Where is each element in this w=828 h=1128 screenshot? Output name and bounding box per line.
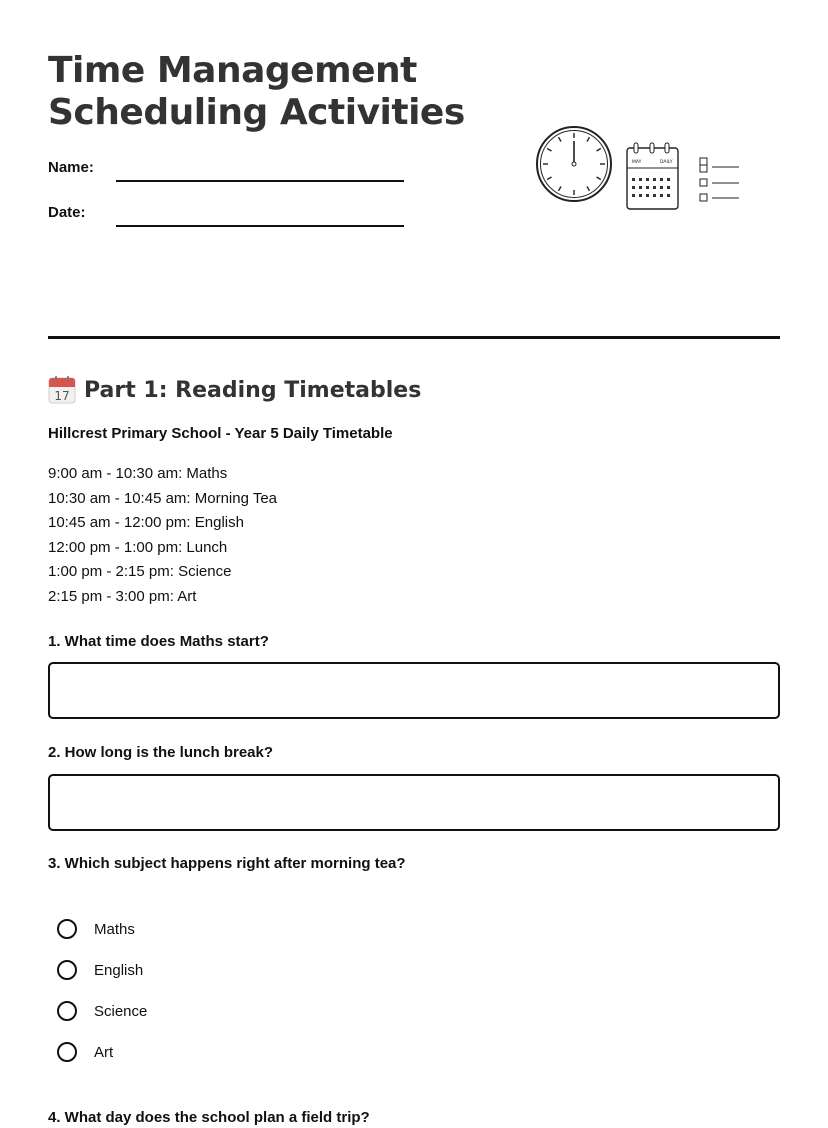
checklist-icon <box>700 158 739 201</box>
question-4: 4. What day does the school plan a field trip? <box>48 1109 370 1126</box>
calendar-day-number: 17 <box>54 389 70 403</box>
question-2: 2. How long is the lunch break? <box>48 744 274 761</box>
option-maths[interactable] <box>57 916 135 942</box>
timetable-entry: 9:00 am - 10:30 am: Maths <box>48 465 228 482</box>
radio-button[interactable] <box>57 960 77 980</box>
title-line-2: Scheduling Activities <box>48 92 465 133</box>
name-underline[interactable] <box>116 180 404 182</box>
radio-button[interactable] <box>57 1001 77 1021</box>
option-label: English <box>94 961 144 979</box>
answer-box-1[interactable] <box>48 662 780 719</box>
timetable-entry: 10:30 am - 10:45 am: Morning Tea <box>48 489 278 507</box>
radio-button[interactable] <box>57 1042 77 1062</box>
date-field[interactable] <box>48 203 408 233</box>
option-label: Art <box>94 1043 114 1061</box>
question-3: 3. Which subject happens right after morning tea? <box>48 855 406 872</box>
option-label: Science <box>94 1002 148 1020</box>
clock-icon <box>537 127 611 201</box>
name-field[interactable] <box>48 158 408 188</box>
option-science[interactable] <box>57 998 147 1024</box>
timetable-entry: 1:00 pm - 2:15 pm: Science <box>48 563 232 581</box>
radio-button[interactable] <box>57 919 77 939</box>
option-english[interactable] <box>57 957 143 983</box>
calendar-header-right: DAILY <box>660 160 673 165</box>
option-art[interactable] <box>57 1039 113 1065</box>
timetable-title: Hillcrest Primary School - Year 5 Daily Timetable <box>48 425 393 442</box>
name-label: Name: <box>48 159 94 176</box>
timetable-entry: 2:15 pm - 3:00 pm: Art <box>48 587 197 605</box>
question-1: 1. What time does Maths start? <box>48 633 269 650</box>
date-label: Date: <box>48 204 86 221</box>
part1-heading <box>48 374 421 406</box>
timetable-entry: 12:00 pm - 1:00 pm: Lunch <box>48 538 228 556</box>
calendar-header-left: MAY <box>632 160 642 165</box>
header-illustration <box>536 124 746 214</box>
section-divider <box>48 336 780 339</box>
title-line-1: Time Management <box>48 50 417 91</box>
timetable-entry: 10:45 am - 12:00 pm: English <box>48 514 244 532</box>
calendar-17-icon <box>48 376 76 404</box>
answer-box-2[interactable] <box>48 774 780 831</box>
calendar-icon <box>627 143 678 209</box>
timetable-list <box>48 462 277 610</box>
option-label: Maths <box>94 920 135 938</box>
part1-title: Part 1: Reading Timetables <box>84 377 422 403</box>
date-underline[interactable] <box>116 225 404 227</box>
worksheet-title <box>48 50 465 134</box>
